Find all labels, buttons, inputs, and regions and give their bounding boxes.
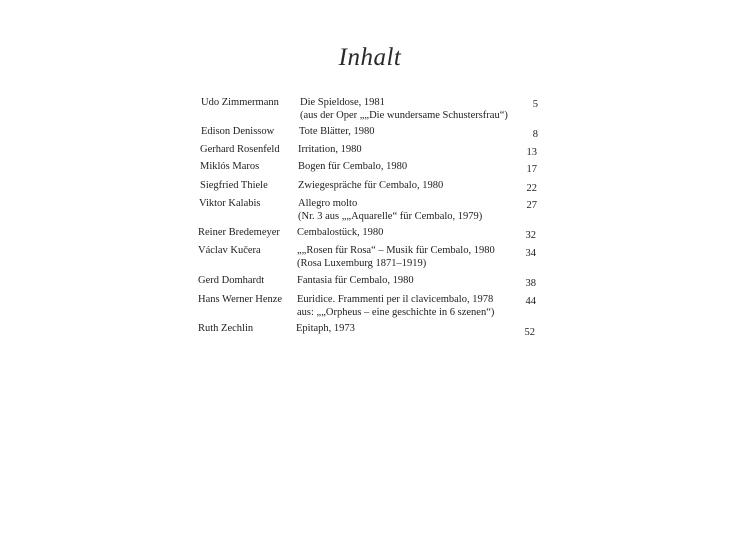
composer-name: Gerhard Rosenfeld (200, 144, 280, 155)
work-title (299, 125, 375, 138)
work-title (300, 96, 508, 122)
work-title-line1: Die Spieldose, 1981 (300, 97, 385, 108)
composer-name: Viktor Kalabis (199, 198, 261, 209)
page-number: 38 (525, 278, 536, 289)
page-number: 8 (532, 129, 538, 140)
work-title-line2: (aus der Oper „„Die wundersame Schustersfrau“) (300, 110, 508, 121)
work-title-line1: Irritation, 1980 (298, 144, 362, 155)
work-title-line1: „„Rosen für Rosa“ – Musik für Cembalo, 1980 (297, 245, 495, 256)
work-title-line1: Zwiegespräche für Cembalo, 1980 (298, 180, 444, 191)
work-title-line1: Euridice. Frammenti per il clavicembalo, 1978 (297, 294, 494, 305)
composer-name: Gerd Domhardt (198, 275, 265, 286)
work-title-line1: Allegro molto (298, 198, 358, 209)
composer-name: Hans Werner Henze (198, 294, 283, 305)
page-number: 34 (525, 248, 536, 259)
work-title (297, 226, 383, 239)
page-number: 52 (524, 327, 535, 338)
composer-name: Siegfried Thiele (200, 180, 268, 191)
work-title (298, 160, 407, 173)
work-title-line1: Cembalostück, 1980 (297, 227, 384, 238)
work-title-line2: (Rosa Luxemburg 1871–1919) (297, 258, 427, 269)
work-title (298, 197, 482, 223)
page-number: 32 (525, 230, 536, 241)
composer-name: Udo Zimmermann (201, 97, 279, 108)
work-title-line1: Bogen für Cembalo, 1980 (298, 161, 408, 172)
work-title-line1: Epitaph, 1973 (296, 323, 355, 334)
page-number: 17 (526, 164, 537, 175)
work-title-line2: (Nr. 3 aus „„Aquarelle“ für Cembalo, 1979) (298, 211, 483, 222)
work-title (298, 143, 362, 156)
composer-name: Edison Denissow (201, 126, 275, 137)
page-number: 13 (526, 147, 537, 158)
page-number: 5 (532, 99, 538, 110)
composer-name: Miklós Maros (200, 161, 260, 172)
page-number: 27 (526, 200, 537, 211)
composer-name: Reiner Bredemeyer (198, 227, 280, 238)
work-title (298, 179, 443, 192)
page-number: 22 (526, 183, 537, 194)
work-title (297, 244, 495, 270)
page-number: 44 (525, 296, 536, 307)
work-title (297, 274, 414, 287)
composer-name: Václav Kučera (198, 245, 261, 256)
work-title-line1: Tote Blätter, 1980 (299, 126, 375, 137)
work-title-line2: aus: „„Orpheus – eine geschichte in 6 szenen“) (297, 307, 495, 318)
page-title: Inhalt (338, 44, 402, 71)
composer-name: Ruth Zechlin (198, 323, 254, 334)
work-title (296, 322, 355, 335)
work-title (297, 293, 494, 319)
work-title-line1: Fantasia für Cembalo, 1980 (297, 275, 414, 286)
